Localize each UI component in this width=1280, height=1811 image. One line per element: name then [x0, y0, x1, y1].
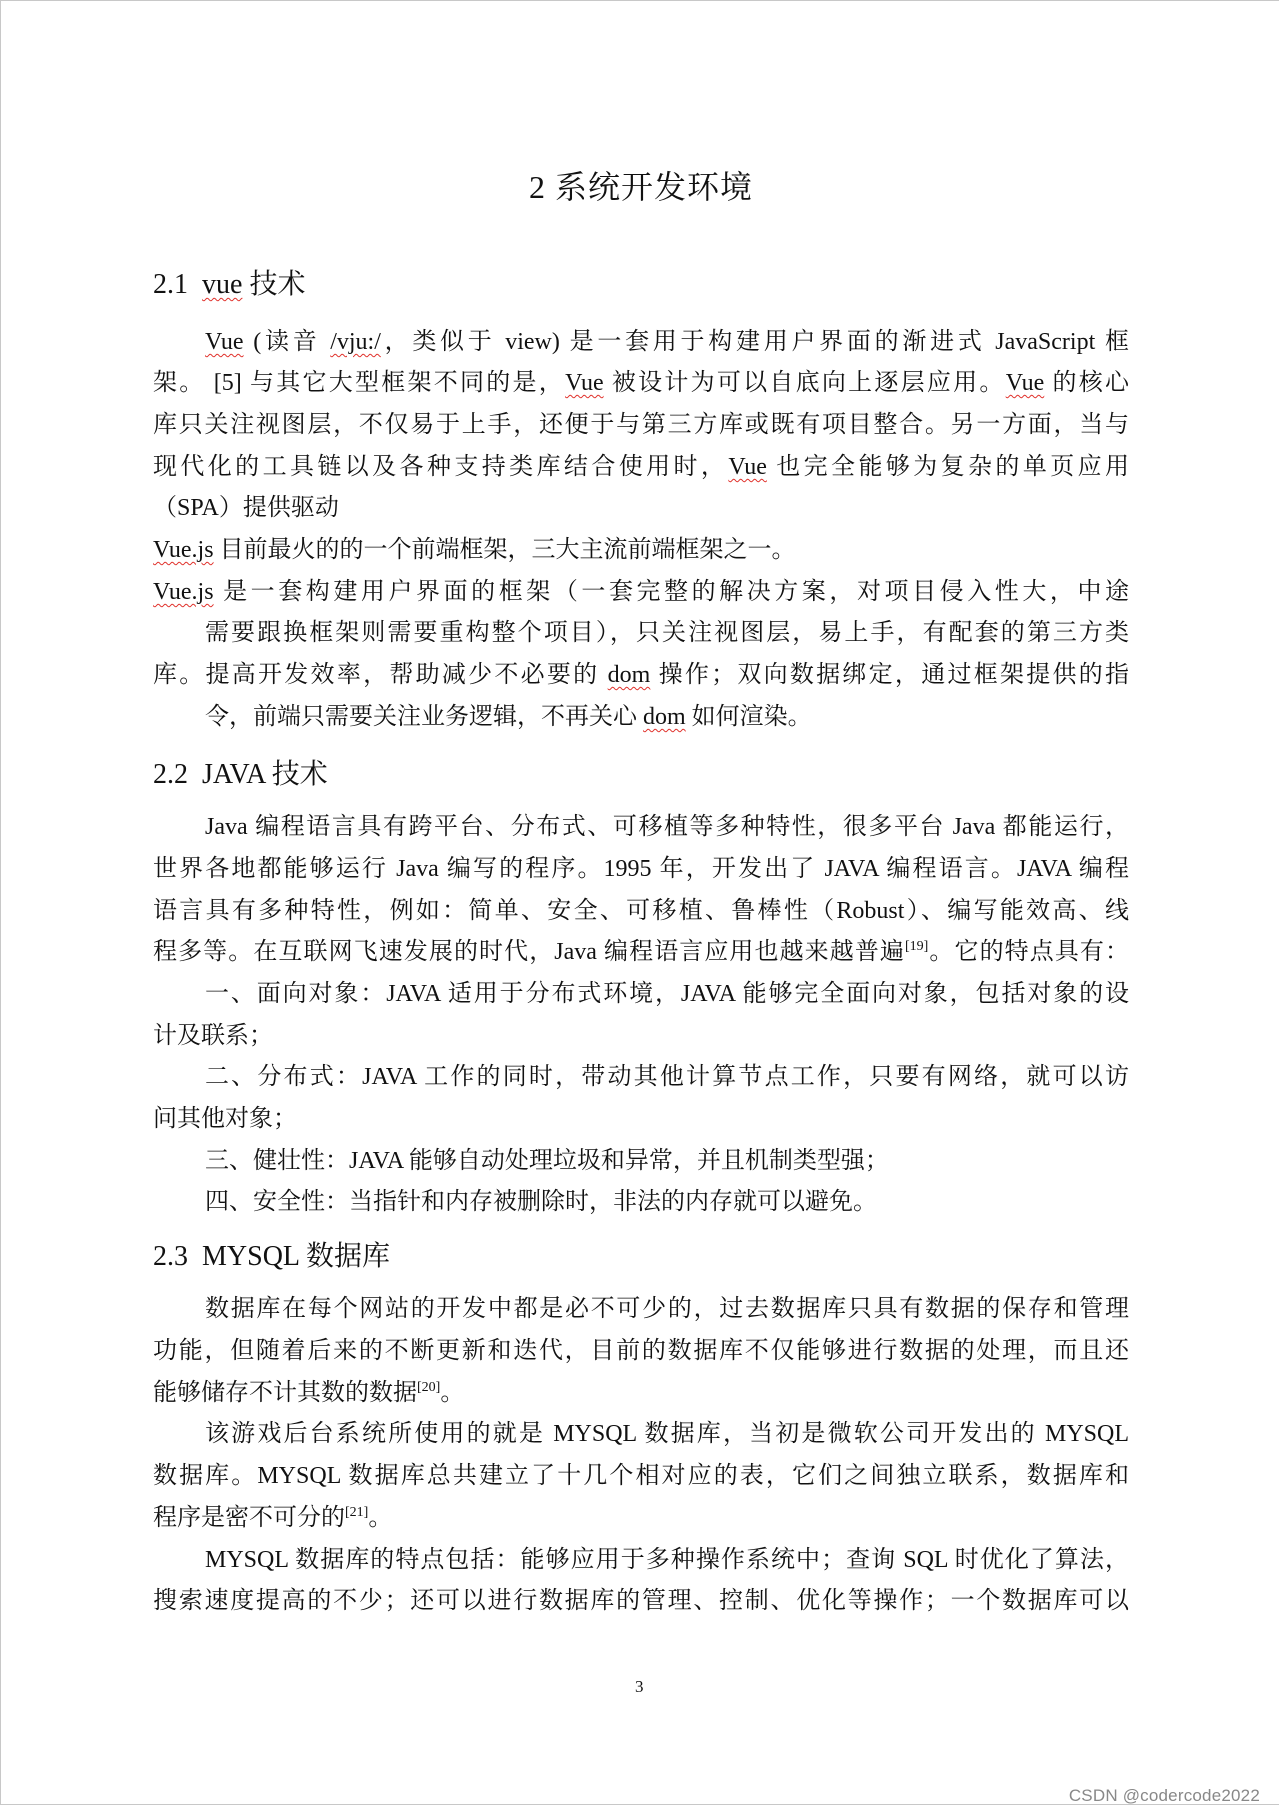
- citation-ref: [21]: [345, 1505, 369, 1520]
- paragraph-line: 数据库在每个网站的开发中都是必不可少的，过去数据库只具有数据的保存和管理: [205, 1296, 1129, 1322]
- page-number: 3: [635, 1677, 644, 1696]
- list-item-line: 一、面向对象：JAVA 适用于分布式环境，JAVA 能够完全面向对象，包括对象的设: [205, 981, 1129, 1007]
- heading-number: 2.1: [153, 269, 188, 300]
- text-run: 也完全能够为复杂的单页应用: [766, 454, 1130, 480]
- heading-number: 2.2: [153, 759, 188, 790]
- paragraph-line: [153, 702, 1129, 732]
- text-run: 。: [368, 1505, 393, 1531]
- text-run: 如何渲染。: [685, 704, 812, 730]
- paragraph-line: [153, 535, 1129, 565]
- paragraph-line: [153, 452, 1129, 482]
- misspelled-word: Vue: [205, 329, 244, 355]
- list-item-line: 计及联系；: [153, 1023, 273, 1049]
- heading-text: 技术: [242, 269, 306, 300]
- misspelled-word: Vue.js: [153, 579, 214, 605]
- heading-number: 2.3: [153, 1241, 188, 1272]
- paragraph-line: [153, 493, 1129, 523]
- text-run: ，类似于 view) 是一套用于构建用户界面的渐进式 JavaScript 框: [380, 329, 1129, 355]
- section-heading-2-1: [153, 267, 305, 303]
- heading-text: 数据库: [298, 1241, 390, 1272]
- list-item-line: 问其他对象；: [153, 1106, 297, 1132]
- section-heading-2-2: [153, 757, 328, 793]
- paragraph-line: 世界各地都能够运行 Java 编写的程序。1995 年，开发出了 JAVA 编程语言。JAVA 编程: [153, 856, 1129, 882]
- text-run: 令，前端只需要关注业务逻辑，不再关心: [205, 704, 643, 730]
- misspelled-word: Vue: [728, 454, 767, 480]
- text-run: 需要跟换框架则需要重构整个项目），只关注视图层，易上手，有配套的第三方类: [205, 620, 1129, 646]
- text-run: 被设计为可以自底向上逐层应用。: [603, 370, 1006, 396]
- text-run: 库。提高开发效率，帮助减少不必要的: [153, 662, 608, 688]
- misspelled-word: /vju:/: [330, 329, 381, 355]
- paragraph-line: 搜索速度提高的不少；还可以进行数据库的管理、控制、优化等操作；一个数据库可以: [153, 1588, 1129, 1614]
- paragraph-line: [153, 368, 1129, 398]
- misspelled-word: Vue: [1005, 370, 1045, 396]
- paragraph-line: [153, 618, 1129, 648]
- paragraph-line: 该游戏后台系统所使用的就是 MYSQL 数据库，当初是微软公司开发出的 MYSQL: [205, 1421, 1129, 1447]
- paragraph-line: [153, 937, 1129, 967]
- misspelled-word: dom: [607, 662, 651, 688]
- text-run: (读音: [243, 329, 331, 355]
- paragraph-line: [153, 327, 1129, 357]
- citation-ref: [20]: [417, 1380, 441, 1395]
- paragraph-line: [153, 577, 1129, 607]
- paragraph-line: [153, 660, 1129, 690]
- text-run: 是一套构建用户界面的框架（一套完整的解决方案，对项目侵入性大，中途: [213, 579, 1129, 605]
- heading-keyword: MYSQL: [202, 1241, 299, 1272]
- text-run: 。它的特点具有：: [928, 939, 1129, 965]
- text-run: 架。 [5] 与其它大型框架不同的是，: [153, 370, 566, 396]
- citation-ref: [19]: [905, 939, 929, 954]
- text-run: 目前最火的的一个前端框架，三大主流前端框架之一。: [213, 537, 796, 563]
- text-run: 库只关注视图层，不仅易于上手，还便于与第三方库或既有项目整合。另一方面，当与: [153, 412, 1129, 438]
- paragraph-line: 数据库。MYSQL 数据库总共建立了十几个相对应的表，它们之间独立联系，数据库和: [153, 1463, 1129, 1489]
- paragraph-line: 语言具有多种特性，例如：简单、安全、可移植、鲁棒性（Robust）、编写能效高、线: [153, 898, 1129, 924]
- text-run: （SPA）提供驱动: [153, 495, 339, 521]
- paragraph-line: Java 编程语言具有跨平台、分布式、可移植等多种特性，很多平台 Java 都能运行，: [205, 814, 1129, 840]
- misspelled-word: dom: [643, 704, 686, 730]
- heading-text: 技术: [264, 759, 328, 790]
- watermark: CSDN @codercode2022: [1068, 1786, 1260, 1805]
- text-run: 程序是密不可分的: [153, 1505, 345, 1531]
- list-item-line: 四、安全性：当指针和内存被删除时，非法的内存就可以避免。: [205, 1189, 877, 1215]
- heading-keyword: JAVA: [202, 759, 265, 790]
- text-run: 现代化的工具链以及各种支持类库结合使用时，: [153, 454, 729, 480]
- text-run: 能够储存不计其数的数据: [153, 1380, 417, 1406]
- chapter-title: 2 系统开发环境: [528, 169, 753, 205]
- list-item-line: 二、分布式：JAVA 工作的同时，带动其他计算节点工作，只要有网络，就可以访: [205, 1064, 1129, 1090]
- text-run: 的核心: [1044, 370, 1129, 396]
- paragraph-line: [153, 1378, 1129, 1408]
- paragraph-line: MYSQL 数据库的特点包括：能够应用于多种操作系统中；查询 SQL 时优化了算法，: [205, 1547, 1129, 1573]
- text-run: 。: [440, 1380, 465, 1406]
- list-item-line: 三、健壮性：JAVA 能够自动处理垃圾和异常，并且机制类型强；: [205, 1148, 889, 1174]
- section-heading-2-3: [153, 1239, 390, 1275]
- paragraph-line: [153, 410, 1129, 440]
- heading-keyword: vue: [202, 269, 243, 300]
- paragraph-line: 功能，但随着后来的不断更新和迭代，目前的数据库不仅能够进行数据的处理，而且还: [153, 1338, 1129, 1364]
- misspelled-word: Vue.js: [153, 537, 214, 563]
- text-run: 操作；双向数据绑定，通过框架提供的指: [650, 662, 1130, 688]
- text-run: 程多等。在互联网飞速发展的时代，Java 编程语言应用也越来越普遍: [153, 939, 906, 965]
- misspelled-word: Vue: [565, 370, 604, 396]
- paragraph-line: [153, 1503, 1129, 1533]
